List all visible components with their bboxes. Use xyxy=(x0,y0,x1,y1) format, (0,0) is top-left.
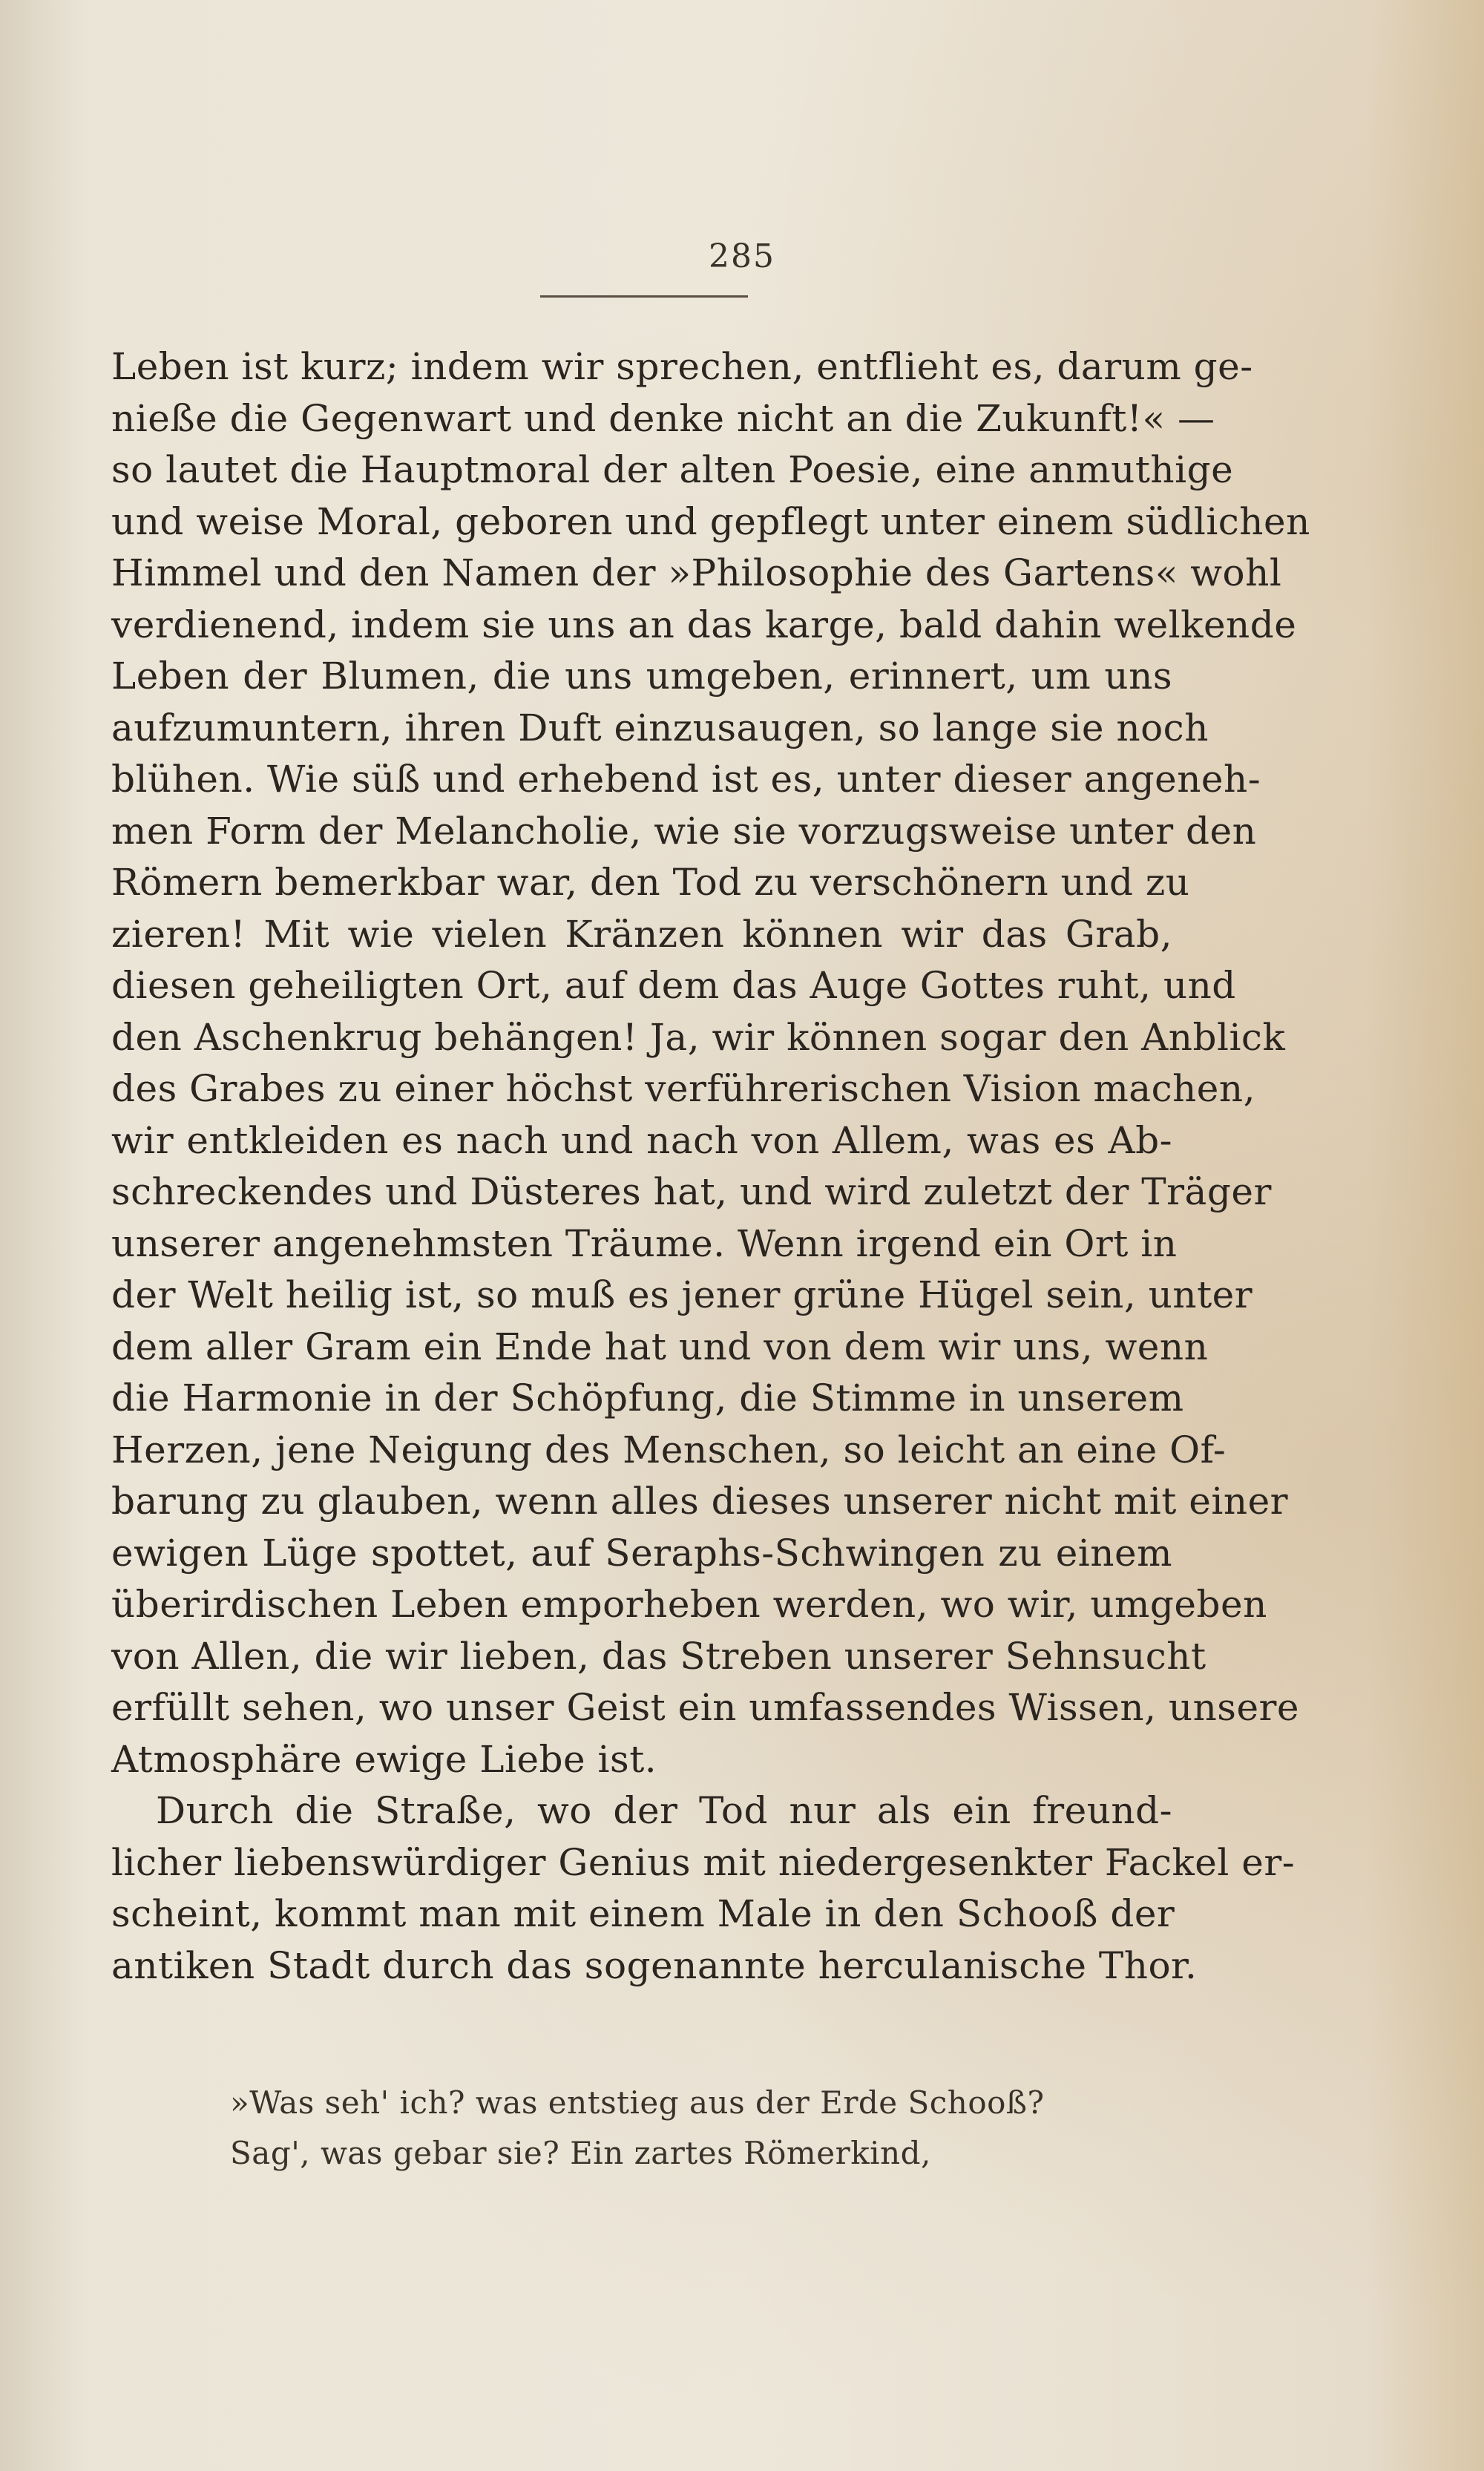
text-line: und weise Moral, geboren und gepflegt unter einem südlichen xyxy=(111,499,1310,543)
text-line: Römern bemerkbar war, den Tod zu verschönern und zu xyxy=(111,861,1190,904)
text-line: verdienend, indem sie uns an das karge, bald dahin welkende xyxy=(111,603,1297,646)
text-line: Herzen, jene Neigung des Menschen, so leicht an eine Of- xyxy=(111,1428,1227,1471)
text-line: blühen. Wie süß und erhebend ist es, unter dieser angeneh- xyxy=(111,758,1261,801)
header-rule xyxy=(540,295,748,298)
text-line: der Welt heilig ist, so muß es jener grüne Hügel sein, unter xyxy=(111,1273,1253,1316)
text-line: men Form der Melancholie, wie sie vorzugsweise unter den xyxy=(111,809,1257,853)
text-line: von Allen, die wir lieben, das Streben unserer Sehnsucht xyxy=(111,1634,1206,1678)
text-line: diesen geheiligten Ort, auf dem das Auge Gottes ruht, und xyxy=(111,964,1236,1007)
verse-line: Sag', was gebar sie? Ein zartes Römerkind, xyxy=(230,2135,931,2171)
verse-line: »Was seh' ich? was entstieg aus der Erde Schooß? xyxy=(230,2084,1045,2121)
text-line: nieße die Gegenwart und denke nicht an die Zukunft!« — xyxy=(111,396,1215,440)
text-line: scheint, kommt man mit einem Male in den Schooß der xyxy=(111,1892,1175,1935)
text-line: Durch die Straße, wo der Tod nur als ein freund- xyxy=(156,1789,1172,1832)
text-line: die Harmonie in der Schöpfung, die Stimme in unserem xyxy=(111,1376,1184,1420)
body-text xyxy=(111,341,1310,1992)
text-line: erfüllt sehen, wo unser Geist ein umfassendes Wissen, unsere xyxy=(111,1686,1300,1729)
text-line: den Aschenkrug behängen! Ja, wir können sogar den Anblick xyxy=(111,1015,1286,1059)
text-line: wir entkleiden es nach und nach von Allem, was es Ab- xyxy=(111,1118,1172,1162)
text-line: aufzumuntern, ihren Duft einzusaugen, so lange sie noch xyxy=(111,706,1209,749)
text-line: zieren! Mit wie vielen Kränzen können wir das Grab, xyxy=(111,912,1172,956)
text-line: unserer angenehmsten Träume. Wenn irgend ein Ort in xyxy=(111,1221,1178,1265)
text-line: ewigen Lüge spottet, auf Seraphs-Schwingen zu einem xyxy=(111,1531,1172,1575)
text-line: so lautet die Hauptmoral der alten Poesie, eine anmuthige xyxy=(111,448,1234,491)
verse-quote xyxy=(230,2078,1046,2179)
text-line: schreckendes und Düsteres hat, und wird zuletzt der Träger xyxy=(111,1170,1272,1213)
text-line: barung zu glauben, wenn alles dieses unserer nicht mit einer xyxy=(111,1480,1289,1523)
text-line: Leben ist kurz; indem wir sprechen, entflieht es, darum ge- xyxy=(111,345,1253,388)
page-header xyxy=(0,237,1484,275)
text-line: antiken Stadt durch das sogenannte herculanische Thor. xyxy=(111,1943,1198,1987)
text-line: dem aller Gram ein Ende hat und von dem wir uns, wenn xyxy=(111,1325,1209,1368)
text-line: Leben der Blumen, die uns umgeben, erinnert, um uns xyxy=(111,654,1172,698)
text-line: überirdischen Leben emporheben werden, wo wir, umgeben xyxy=(111,1583,1267,1626)
page-number: 285 xyxy=(709,237,775,275)
text-line: licher liebenswürdiger Genius mit niedergesenkter Fackel er- xyxy=(111,1840,1296,1884)
text-line: Himmel und den Namen der »Philosophie des Gartens« wohl xyxy=(111,551,1282,594)
text-line: des Grabes zu einer höchst verführerischen Vision machen, xyxy=(111,1067,1255,1110)
text-line: Atmosphäre ewige Liebe ist. xyxy=(111,1737,657,1781)
